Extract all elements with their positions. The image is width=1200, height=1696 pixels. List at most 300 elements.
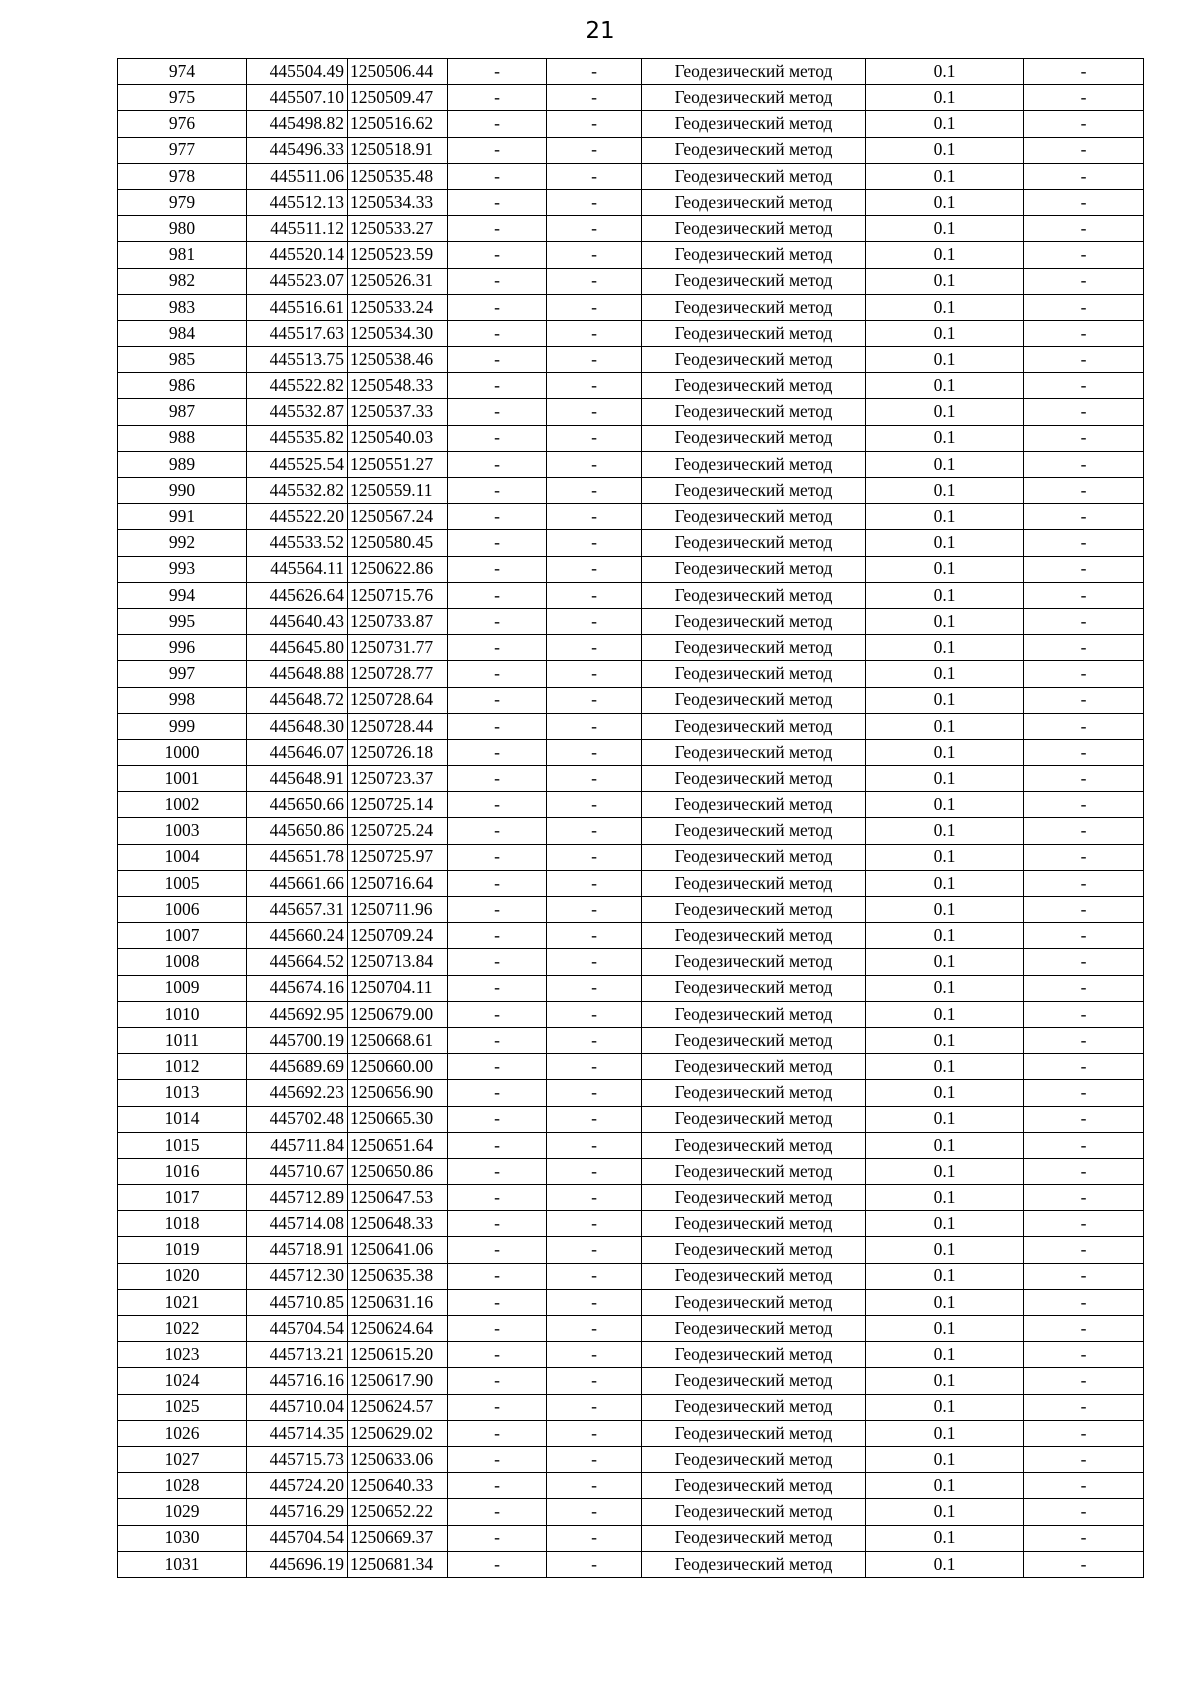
accuracy-cell: 0.1 [866,818,1024,844]
point-number-cell: 974 [118,59,247,85]
x-coordinate-cell: 445650.86 [247,818,348,844]
x-coordinate-cell: 445507.10 [247,85,348,111]
x-coordinate-cell: 445532.82 [247,478,348,504]
x-coordinate-cell: 445535.82 [247,425,348,451]
col5-cell: - [547,1499,642,1525]
col4-cell: - [448,504,547,530]
y-coordinate-cell: 1250726.18 [348,739,448,765]
col8-cell: - [1024,897,1144,923]
col5-cell: - [547,556,642,582]
point-number-cell: 989 [118,451,247,477]
point-number-cell: 1027 [118,1446,247,1472]
point-number-cell: 1013 [118,1080,247,1106]
method-cell: Геодезический метод [642,661,866,687]
method-cell: Геодезический метод [642,530,866,556]
x-coordinate-cell: 445692.23 [247,1080,348,1106]
col4-cell: - [448,661,547,687]
accuracy-cell: 0.1 [866,1185,1024,1211]
method-cell: Геодезический метод [642,242,866,268]
point-number-cell: 1010 [118,1001,247,1027]
method-cell: Геодезический метод [642,870,866,896]
x-coordinate-cell: 445648.30 [247,713,348,739]
col8-cell: - [1024,766,1144,792]
col8-cell: - [1024,1132,1144,1158]
method-cell: Геодезический метод [642,1446,866,1472]
col4-cell: - [448,687,547,713]
table-row [118,242,1144,268]
y-coordinate-cell: 1250723.37 [348,766,448,792]
table-row [118,635,1144,661]
accuracy-cell: 0.1 [866,1027,1024,1053]
point-number-cell: 983 [118,294,247,320]
table-row [118,189,1144,215]
point-number-cell: 1004 [118,844,247,870]
col4-cell: - [448,189,547,215]
method-cell: Геодезический метод [642,1132,866,1158]
y-coordinate-cell: 1250548.33 [348,373,448,399]
col8-cell: - [1024,268,1144,294]
table-row [118,1263,1144,1289]
accuracy-cell: 0.1 [866,582,1024,608]
point-number-cell: 1009 [118,975,247,1001]
accuracy-cell: 0.1 [866,1499,1024,1525]
method-cell: Геодезический метод [642,320,866,346]
accuracy-cell: 0.1 [866,1054,1024,1080]
accuracy-cell: 0.1 [866,1289,1024,1315]
method-cell: Геодезический метод [642,1368,866,1394]
table-row [118,556,1144,582]
table-row [118,216,1144,242]
accuracy-cell: 0.1 [866,608,1024,634]
point-number-cell: 979 [118,189,247,215]
col4-cell: - [448,844,547,870]
x-coordinate-cell: 445713.21 [247,1342,348,1368]
col8-cell: - [1024,1185,1144,1211]
col4-cell: - [448,137,547,163]
y-coordinate-cell: 1250647.53 [348,1185,448,1211]
col8-cell: - [1024,975,1144,1001]
col4-cell: - [448,1394,547,1420]
col4-cell: - [448,1551,547,1577]
col5-cell: - [547,897,642,923]
y-coordinate-cell: 1250665.30 [348,1106,448,1132]
accuracy-cell: 0.1 [866,451,1024,477]
col8-cell: - [1024,687,1144,713]
col5-cell: - [547,163,642,189]
col5-cell: - [547,451,642,477]
col4-cell: - [448,897,547,923]
method-cell: Геодезический метод [642,923,866,949]
x-coordinate-cell: 445522.82 [247,373,348,399]
point-number-cell: 1022 [118,1316,247,1342]
table-row [118,1316,1144,1342]
accuracy-cell: 0.1 [866,399,1024,425]
method-cell: Геодезический метод [642,137,866,163]
y-coordinate-cell: 1250725.24 [348,818,448,844]
col5-cell: - [547,425,642,451]
method-cell: Геодезический метод [642,1394,866,1420]
method-cell: Геодезический метод [642,1080,866,1106]
table-row [118,1054,1144,1080]
col4-cell: - [448,870,547,896]
method-cell: Геодезический метод [642,556,866,582]
col8-cell: - [1024,1158,1144,1184]
x-coordinate-cell: 445710.67 [247,1158,348,1184]
x-coordinate-cell: 445718.91 [247,1237,348,1263]
x-coordinate-cell: 445648.72 [247,687,348,713]
x-coordinate-cell: 445696.19 [247,1551,348,1577]
accuracy-cell: 0.1 [866,870,1024,896]
accuracy-cell: 0.1 [866,1342,1024,1368]
y-coordinate-cell: 1250652.22 [348,1499,448,1525]
col5-cell: - [547,1158,642,1184]
col5-cell: - [547,635,642,661]
point-number-cell: 984 [118,320,247,346]
method-cell: Геодезический метод [642,949,866,975]
table-row [118,1394,1144,1420]
y-coordinate-cell: 1250615.20 [348,1342,448,1368]
col4-cell: - [448,1446,547,1472]
accuracy-cell: 0.1 [866,242,1024,268]
table-row [118,949,1144,975]
y-coordinate-cell: 1250526.31 [348,268,448,294]
table-row [118,1525,1144,1551]
table-row [118,1499,1144,1525]
table-row [118,1237,1144,1263]
accuracy-cell: 0.1 [866,1237,1024,1263]
y-coordinate-cell: 1250731.77 [348,635,448,661]
accuracy-cell: 0.1 [866,1080,1024,1106]
x-coordinate-cell: 445511.12 [247,216,348,242]
col8-cell: - [1024,242,1144,268]
y-coordinate-cell: 1250733.87 [348,608,448,634]
col4-cell: - [448,766,547,792]
y-coordinate-cell: 1250651.64 [348,1132,448,1158]
col5-cell: - [547,949,642,975]
y-coordinate-cell: 1250533.24 [348,294,448,320]
accuracy-cell: 0.1 [866,1211,1024,1237]
col8-cell: - [1024,189,1144,215]
col4-cell: - [448,59,547,85]
accuracy-cell: 0.1 [866,687,1024,713]
table-row [118,1106,1144,1132]
point-number-cell: 1011 [118,1027,247,1053]
point-number-cell: 998 [118,687,247,713]
table-row [118,870,1144,896]
col4-cell: - [448,1289,547,1315]
y-coordinate-cell: 1250535.48 [348,163,448,189]
point-number-cell: 1029 [118,1499,247,1525]
col4-cell: - [448,1080,547,1106]
point-number-cell: 991 [118,504,247,530]
col4-cell: - [448,608,547,634]
col5-cell: - [547,59,642,85]
y-coordinate-cell: 1250523.59 [348,242,448,268]
y-coordinate-cell: 1250656.90 [348,1080,448,1106]
accuracy-cell: 0.1 [866,949,1024,975]
table-row [118,425,1144,451]
x-coordinate-cell: 445660.24 [247,923,348,949]
accuracy-cell: 0.1 [866,478,1024,504]
point-number-cell: 993 [118,556,247,582]
col5-cell: - [547,399,642,425]
accuracy-cell: 0.1 [866,766,1024,792]
point-number-cell: 980 [118,216,247,242]
col8-cell: - [1024,739,1144,765]
point-number-cell: 981 [118,242,247,268]
col8-cell: - [1024,582,1144,608]
x-coordinate-cell: 445520.14 [247,242,348,268]
col5-cell: - [547,1001,642,1027]
accuracy-cell: 0.1 [866,792,1024,818]
col4-cell: - [448,1420,547,1446]
y-coordinate-cell: 1250660.00 [348,1054,448,1080]
x-coordinate-cell: 445712.30 [247,1263,348,1289]
y-coordinate-cell: 1250716.64 [348,870,448,896]
col5-cell: - [547,844,642,870]
col4-cell: - [448,268,547,294]
method-cell: Геодезический метод [642,792,866,818]
x-coordinate-cell: 445651.78 [247,844,348,870]
x-coordinate-cell: 445564.11 [247,556,348,582]
table-row [118,1027,1144,1053]
point-number-cell: 1012 [118,1054,247,1080]
accuracy-cell: 0.1 [866,85,1024,111]
col4-cell: - [448,1342,547,1368]
table-row [118,687,1144,713]
point-number-cell: 994 [118,582,247,608]
table-row [118,1001,1144,1027]
accuracy-cell: 0.1 [866,844,1024,870]
y-coordinate-cell: 1250725.14 [348,792,448,818]
col4-cell: - [448,818,547,844]
point-number-cell: 1020 [118,1263,247,1289]
col8-cell: - [1024,1342,1144,1368]
point-number-cell: 1003 [118,818,247,844]
col8-cell: - [1024,792,1144,818]
x-coordinate-cell: 445517.63 [247,320,348,346]
col8-cell: - [1024,1237,1144,1263]
accuracy-cell: 0.1 [866,320,1024,346]
table-row [118,320,1144,346]
method-cell: Геодезический метод [642,1289,866,1315]
col5-cell: - [547,1394,642,1420]
point-number-cell: 1028 [118,1473,247,1499]
col8-cell: - [1024,1054,1144,1080]
col5-cell: - [547,1473,642,1499]
x-coordinate-cell: 445516.61 [247,294,348,320]
table-row [118,85,1144,111]
col4-cell: - [448,399,547,425]
y-coordinate-cell: 1250650.86 [348,1158,448,1184]
y-coordinate-cell: 1250518.91 [348,137,448,163]
col8-cell: - [1024,478,1144,504]
x-coordinate-cell: 445522.20 [247,504,348,530]
col4-cell: - [448,1106,547,1132]
y-coordinate-cell: 1250538.46 [348,347,448,373]
col5-cell: - [547,1342,642,1368]
point-number-cell: 987 [118,399,247,425]
table-body [118,59,1144,1578]
col5-cell: - [547,1446,642,1472]
point-number-cell: 1008 [118,949,247,975]
col4-cell: - [448,713,547,739]
point-number-cell: 996 [118,635,247,661]
point-number-cell: 988 [118,425,247,451]
col4-cell: - [448,582,547,608]
point-number-cell: 1030 [118,1525,247,1551]
method-cell: Геодезический метод [642,425,866,451]
method-cell: Геодезический метод [642,975,866,1001]
x-coordinate-cell: 445715.73 [247,1446,348,1472]
method-cell: Геодезический метод [642,504,866,530]
x-coordinate-cell: 445650.66 [247,792,348,818]
col8-cell: - [1024,635,1144,661]
method-cell: Геодезический метод [642,1525,866,1551]
col4-cell: - [448,1525,547,1551]
col8-cell: - [1024,556,1144,582]
point-number-cell: 1015 [118,1132,247,1158]
col8-cell: - [1024,1211,1144,1237]
y-coordinate-cell: 1250715.76 [348,582,448,608]
table-row [118,661,1144,687]
accuracy-cell: 0.1 [866,635,1024,661]
col5-cell: - [547,294,642,320]
accuracy-cell: 0.1 [866,1525,1024,1551]
point-number-cell: 1006 [118,897,247,923]
y-coordinate-cell: 1250559.11 [348,478,448,504]
col4-cell: - [448,1158,547,1184]
y-coordinate-cell: 1250728.44 [348,713,448,739]
col4-cell: - [448,425,547,451]
y-coordinate-cell: 1250711.96 [348,897,448,923]
point-number-cell: 1014 [118,1106,247,1132]
point-number-cell: 1017 [118,1185,247,1211]
col5-cell: - [547,1316,642,1342]
accuracy-cell: 0.1 [866,163,1024,189]
method-cell: Геодезический метод [642,766,866,792]
col8-cell: - [1024,59,1144,85]
col4-cell: - [448,478,547,504]
method-cell: Геодезический метод [642,347,866,373]
table-row [118,137,1144,163]
point-number-cell: 1002 [118,792,247,818]
col4-cell: - [448,163,547,189]
point-number-cell: 1001 [118,766,247,792]
table-row [118,268,1144,294]
col5-cell: - [547,608,642,634]
col4-cell: - [448,1211,547,1237]
col8-cell: - [1024,844,1144,870]
y-coordinate-cell: 1250635.38 [348,1263,448,1289]
x-coordinate-cell: 445716.29 [247,1499,348,1525]
x-coordinate-cell: 445648.88 [247,661,348,687]
point-number-cell: 1007 [118,923,247,949]
point-number-cell: 1018 [118,1211,247,1237]
x-coordinate-cell: 445702.48 [247,1106,348,1132]
y-coordinate-cell: 1250509.47 [348,85,448,111]
col8-cell: - [1024,1368,1144,1394]
col8-cell: - [1024,399,1144,425]
y-coordinate-cell: 1250540.03 [348,425,448,451]
col8-cell: - [1024,1106,1144,1132]
method-cell: Геодезический метод [642,268,866,294]
col5-cell: - [547,504,642,530]
method-cell: Геодезический метод [642,1027,866,1053]
point-number-cell: 1000 [118,739,247,765]
col5-cell: - [547,1525,642,1551]
col4-cell: - [448,1027,547,1053]
x-coordinate-cell: 445664.52 [247,949,348,975]
accuracy-cell: 0.1 [866,1001,1024,1027]
method-cell: Геодезический метод [642,59,866,85]
col5-cell: - [547,137,642,163]
col8-cell: - [1024,347,1144,373]
col4-cell: - [448,635,547,661]
point-number-cell: 990 [118,478,247,504]
col4-cell: - [448,1001,547,1027]
x-coordinate-cell: 445661.66 [247,870,348,896]
col8-cell: - [1024,163,1144,189]
table-row [118,844,1144,870]
method-cell: Геодезический метод [642,478,866,504]
y-coordinate-cell: 1250551.27 [348,451,448,477]
col4-cell: - [448,739,547,765]
point-number-cell: 1025 [118,1394,247,1420]
col5-cell: - [547,582,642,608]
x-coordinate-cell: 445700.19 [247,1027,348,1053]
accuracy-cell: 0.1 [866,137,1024,163]
table-row [118,294,1144,320]
accuracy-cell: 0.1 [866,923,1024,949]
x-coordinate-cell: 445496.33 [247,137,348,163]
table-row [118,163,1144,189]
col8-cell: - [1024,1551,1144,1577]
accuracy-cell: 0.1 [866,59,1024,85]
col4-cell: - [448,1499,547,1525]
x-coordinate-cell: 445640.43 [247,608,348,634]
y-coordinate-cell: 1250629.02 [348,1420,448,1446]
table-row [118,766,1144,792]
accuracy-cell: 0.1 [866,268,1024,294]
accuracy-cell: 0.1 [866,425,1024,451]
point-number-cell: 1016 [118,1158,247,1184]
method-cell: Геодезический метод [642,111,866,137]
table-row [118,1132,1144,1158]
col8-cell: - [1024,1473,1144,1499]
x-coordinate-cell: 445626.64 [247,582,348,608]
method-cell: Геодезический метод [642,216,866,242]
col5-cell: - [547,1420,642,1446]
y-coordinate-cell: 1250580.45 [348,530,448,556]
table-row [118,1185,1144,1211]
x-coordinate-cell: 445523.07 [247,268,348,294]
point-number-cell: 978 [118,163,247,189]
point-number-cell: 999 [118,713,247,739]
method-cell: Геодезический метод [642,1158,866,1184]
y-coordinate-cell: 1250668.61 [348,1027,448,1053]
method-cell: Геодезический метод [642,713,866,739]
col5-cell: - [547,1027,642,1053]
x-coordinate-cell: 445724.20 [247,1473,348,1499]
col5-cell: - [547,739,642,765]
method-cell: Геодезический метод [642,1316,866,1342]
col5-cell: - [547,923,642,949]
accuracy-cell: 0.1 [866,347,1024,373]
table-row [118,1080,1144,1106]
col8-cell: - [1024,1001,1144,1027]
table-row [118,923,1144,949]
